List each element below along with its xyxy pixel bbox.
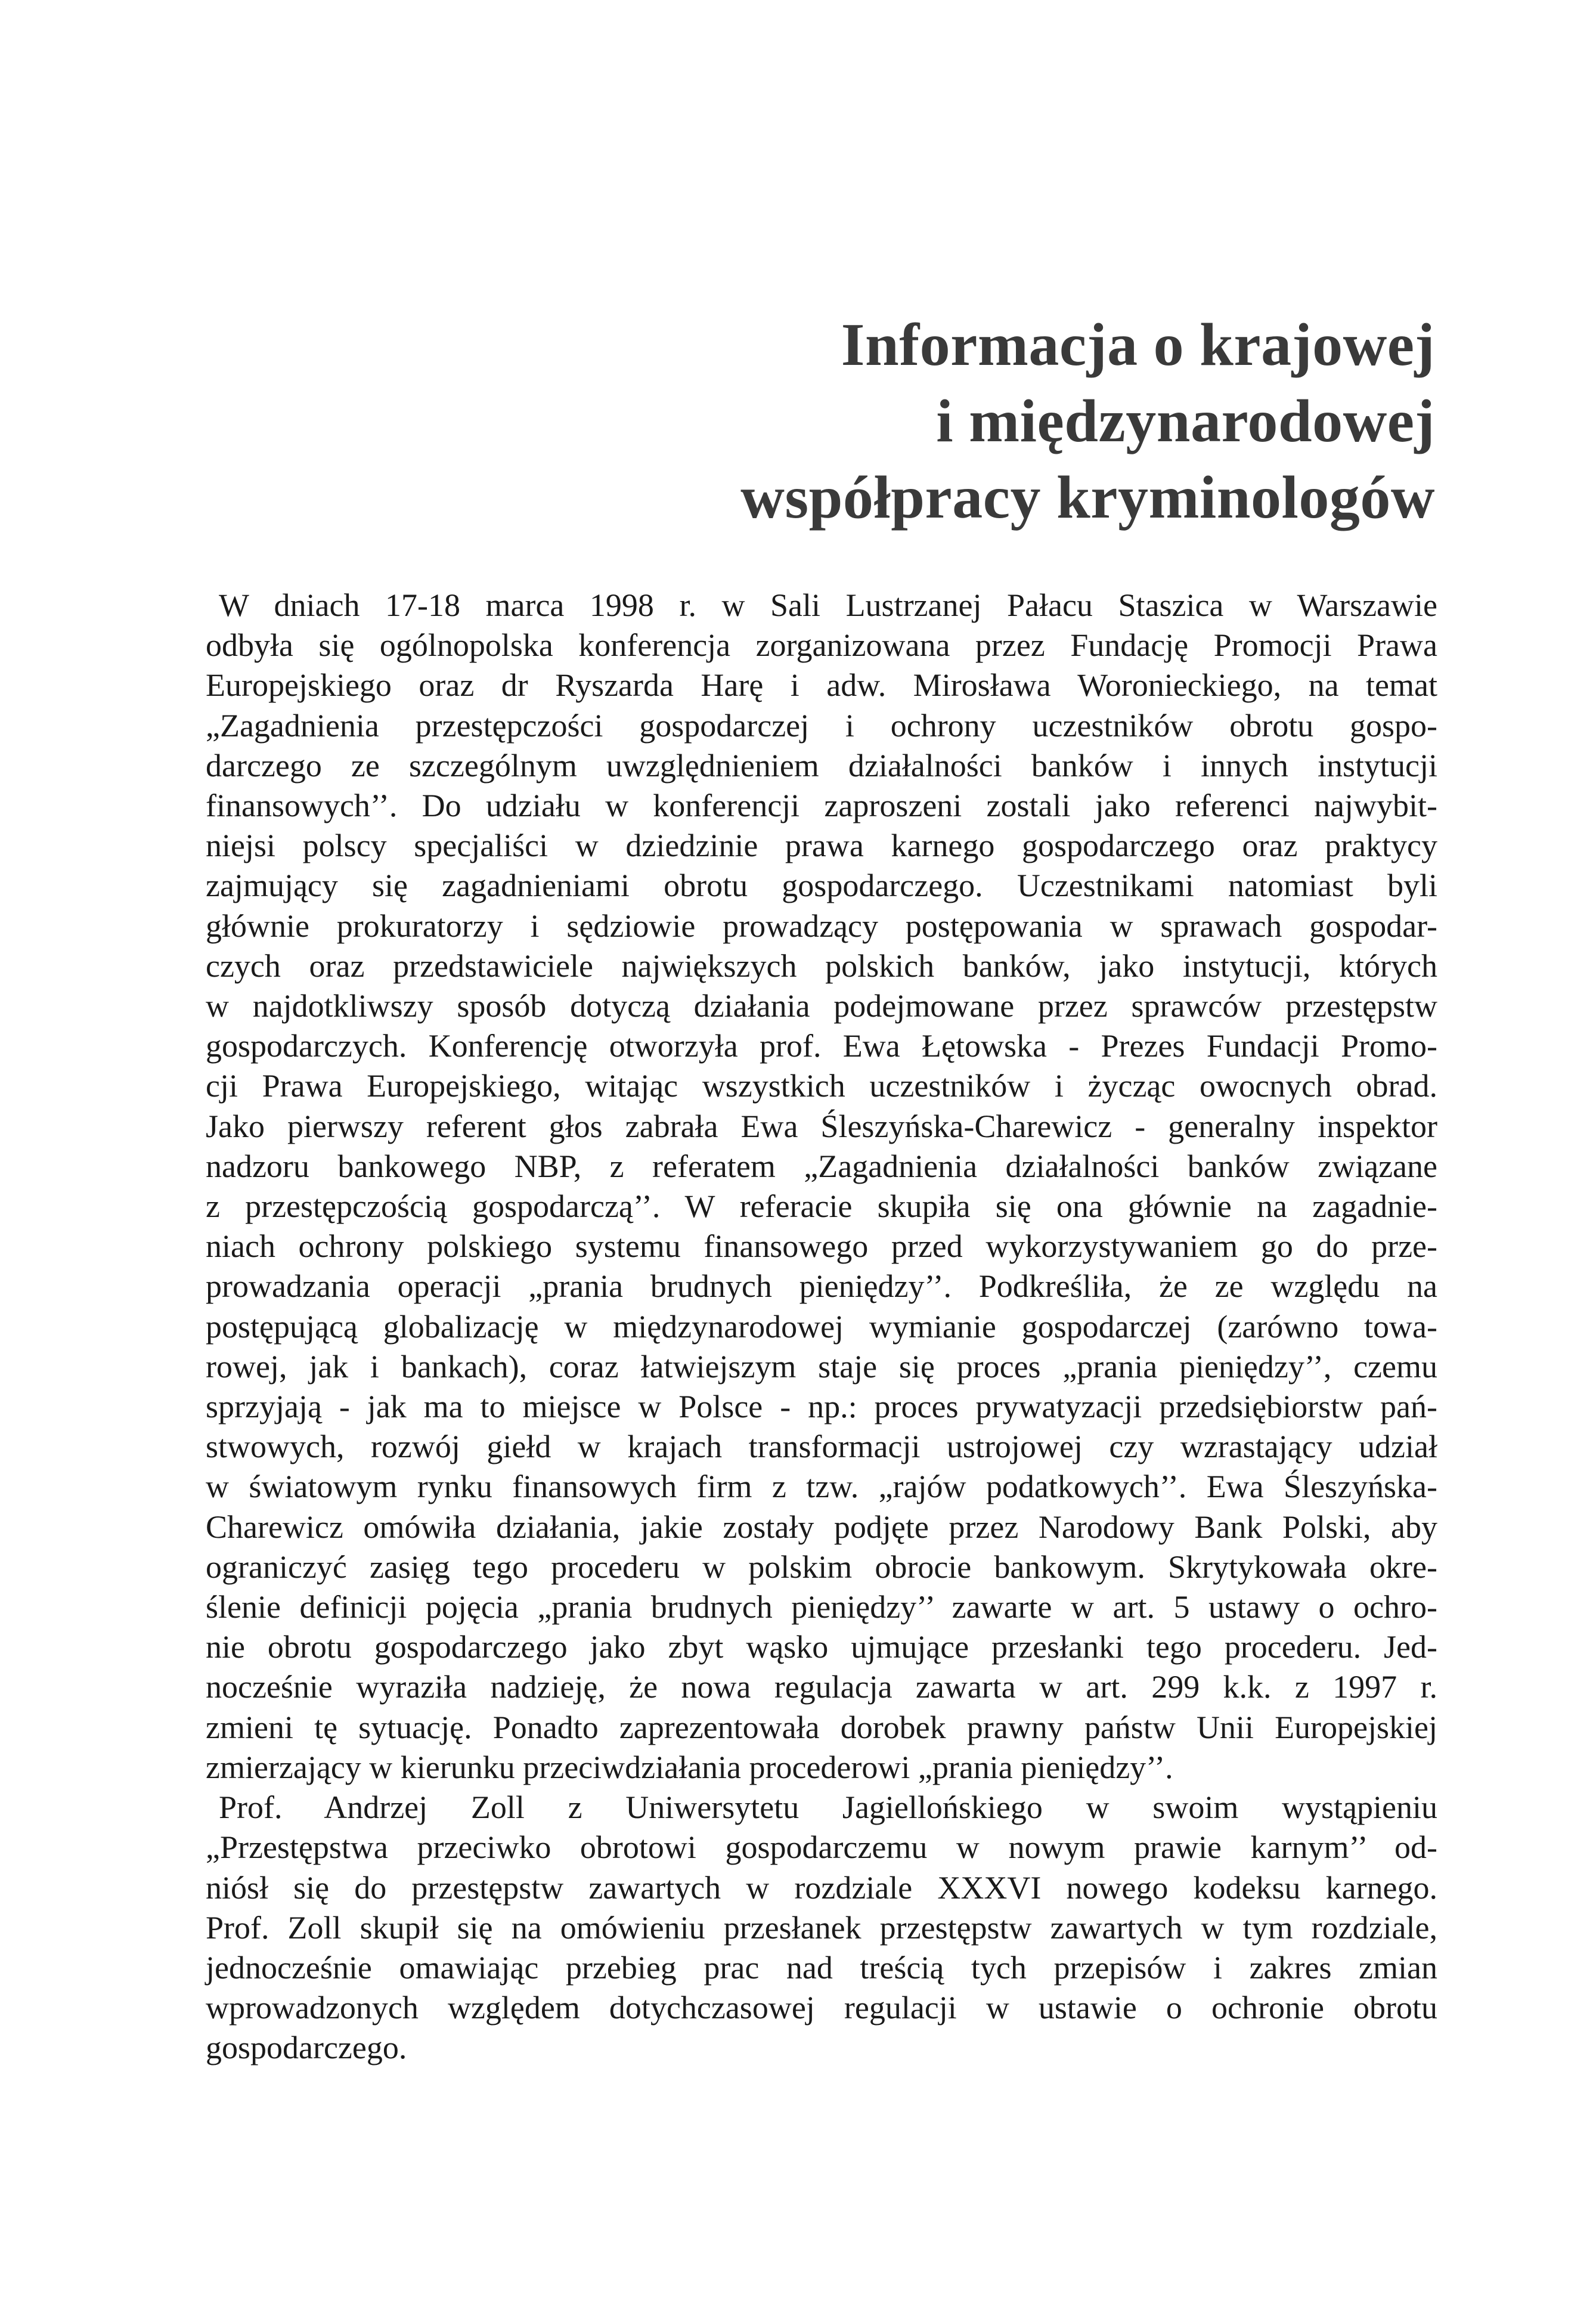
text-line: finansowych’’. Do udziału w konferencji zaproszeni zostali jako referenci najwybit-: [206, 788, 1437, 824]
title-line-1: Informacja o krajowej: [841, 311, 1435, 379]
text-line: zmierzający w kierunku przeciwdziałania procederowi „prania pieniędzy’’.: [206, 1749, 1173, 1785]
text-line: nie obrotu gospodarczego jako zbyt wąsko ujmujące przesłanki tego procederu. Jed-: [206, 1629, 1437, 1665]
text-line: Prof. Andrzej Zoll z Uniwersytetu Jagiellońskiego w swoim wystąpieniu: [219, 1789, 1437, 1826]
text-line: rowej, jak i bankach), coraz łatwiejszym staje się proces „prania pieniędzy’’, czemu: [206, 1348, 1437, 1385]
text-line: Charewicz omówiła działania, jakie zostały podjęte przez Narodowy Bank Polski, aby: [206, 1509, 1437, 1545]
title-line-3: współpracy kryminologów: [740, 464, 1435, 531]
text-line: darczego ze szczególnym uwzględnieniem działalności banków i innych instytucji: [206, 747, 1437, 783]
article-title: [481, 307, 1435, 536]
text-line: cji Prawa Europejskiego, witając wszystkich uczestników i życząc owocnych obrad.: [206, 1068, 1437, 1104]
text-line: głównie prokuratorzy i sędziowie prowadzący postępowania w sprawach gospodar-: [206, 908, 1437, 944]
text-line: Jako pierwszy referent głos zabrała Ewa Śleszyńska-Charewicz - generalny inspektor: [206, 1108, 1437, 1144]
text-line: ślenie definicji pojęcia „prania brudnych pieniędzy’’ zawarte w art. 5 ustawy o ochro-: [206, 1589, 1437, 1625]
text-line: odbyła się ogólnopolska konferencja zorganizowana przez Fundację Promocji Prawa: [206, 627, 1437, 664]
text-line: W dniach 17-18 marca 1998 r. w Sali Lustrzanej Pałacu Staszica w Warszawie: [219, 587, 1437, 623]
text-line: wprowadzonych względem dotychczasowej regulacji w ustawie o ochronie obrotu: [206, 1990, 1437, 2026]
text-line: prowadzania operacji „prania brudnych pieniędzy’’. Podkreśliła, że ze względu na: [206, 1268, 1437, 1305]
text-line: Europejskiego oraz dr Ryszarda Harę i adw. Mirosława Woronieckiego, na temat: [206, 667, 1437, 704]
text-line: Prof. Zoll skupił się na omówieniu przesłanek przestępstw zawartych w tym rozdziale,: [206, 1909, 1437, 1946]
text-line: jednocześnie omawiając przebieg prac nad treścią tych przepisów i zakres zmian: [206, 1949, 1437, 1986]
text-line: w światowym rynku finansowych firm z tzw. „rajów podatkowych’’. Ewa Śleszyńska-: [206, 1469, 1437, 1505]
text-line: w najdotkliwszy sposób dotyczą działania podejmowane przez sprawców przestępstw: [206, 988, 1437, 1024]
text-line: zmieni tę sytuację. Ponadto zaprezentowała dorobek prawny państw Unii Europejskiej: [206, 1709, 1437, 1745]
text-line: niejsi polscy specjaliści w dziedzinie prawa karnego gospodarczego oraz praktycy: [206, 828, 1437, 864]
text-line: „Przestępstwa przeciwko obrotowi gospodarczemu w nowym prawie karnym’’ od-: [206, 1829, 1437, 1866]
text-line: czych oraz przedstawiciele największych polskich banków, jako instytucji, których: [206, 947, 1437, 984]
text-line: stwowych, rozwój giełd w krajach transformacji ustrojowej czy wzrastający udział: [206, 1429, 1437, 1465]
text-line: zajmujący się zagadnieniami obrotu gospodarczego. Uczestnikami natomiast byli: [206, 868, 1437, 904]
article-body: [206, 586, 1437, 2068]
text-line: niach ochrony polskiego systemu finansowego przed wykorzystywaniem go do prze-: [206, 1228, 1437, 1265]
text-line: ograniczyć zasięg tego procederu w polskim obrocie bankowym. Skrytykowała okre-: [206, 1549, 1437, 1585]
text-line: „Zagadnienia przestępczości gospodarczej i ochrony uczestników obrotu gospo-: [206, 707, 1437, 744]
title-line-2: i międzynarodowej: [936, 388, 1435, 455]
text-line: z przestępczością gospodarczą’’. W referacie skupiła się ona głównie na zagadnie-: [206, 1188, 1437, 1225]
text-line: nocześnie wyraziła nadzieję, że nowa regulacja zawarta w art. 299 k.k. z 1997 r.: [206, 1669, 1437, 1705]
paragraph-2: [206, 1788, 1437, 2068]
text-line: nadzoru bankowego NBP, z referatem „Zagadnienia działalności banków związane: [206, 1148, 1437, 1184]
text-line: niósł się do przestępstw zawartych w rozdziale XXXVI nowego kodeksu karnego.: [206, 1869, 1437, 1906]
text-line: postępującą globalizację w międzynarodowej wymianie gospodarczej (zarówno towa-: [206, 1308, 1437, 1345]
text-line: gospodarczego.: [206, 2030, 407, 2066]
paragraph-1: [206, 586, 1437, 1788]
text-line: sprzyjają - jak ma to miejsce w Polsce - np.: proces prywatyzacji przedsiębiorstw pań-: [206, 1389, 1437, 1425]
text-line: gospodarczych. Konferencję otworzyła prof. Ewa Łętowska - Prezes Fundacji Promo-: [206, 1028, 1437, 1064]
